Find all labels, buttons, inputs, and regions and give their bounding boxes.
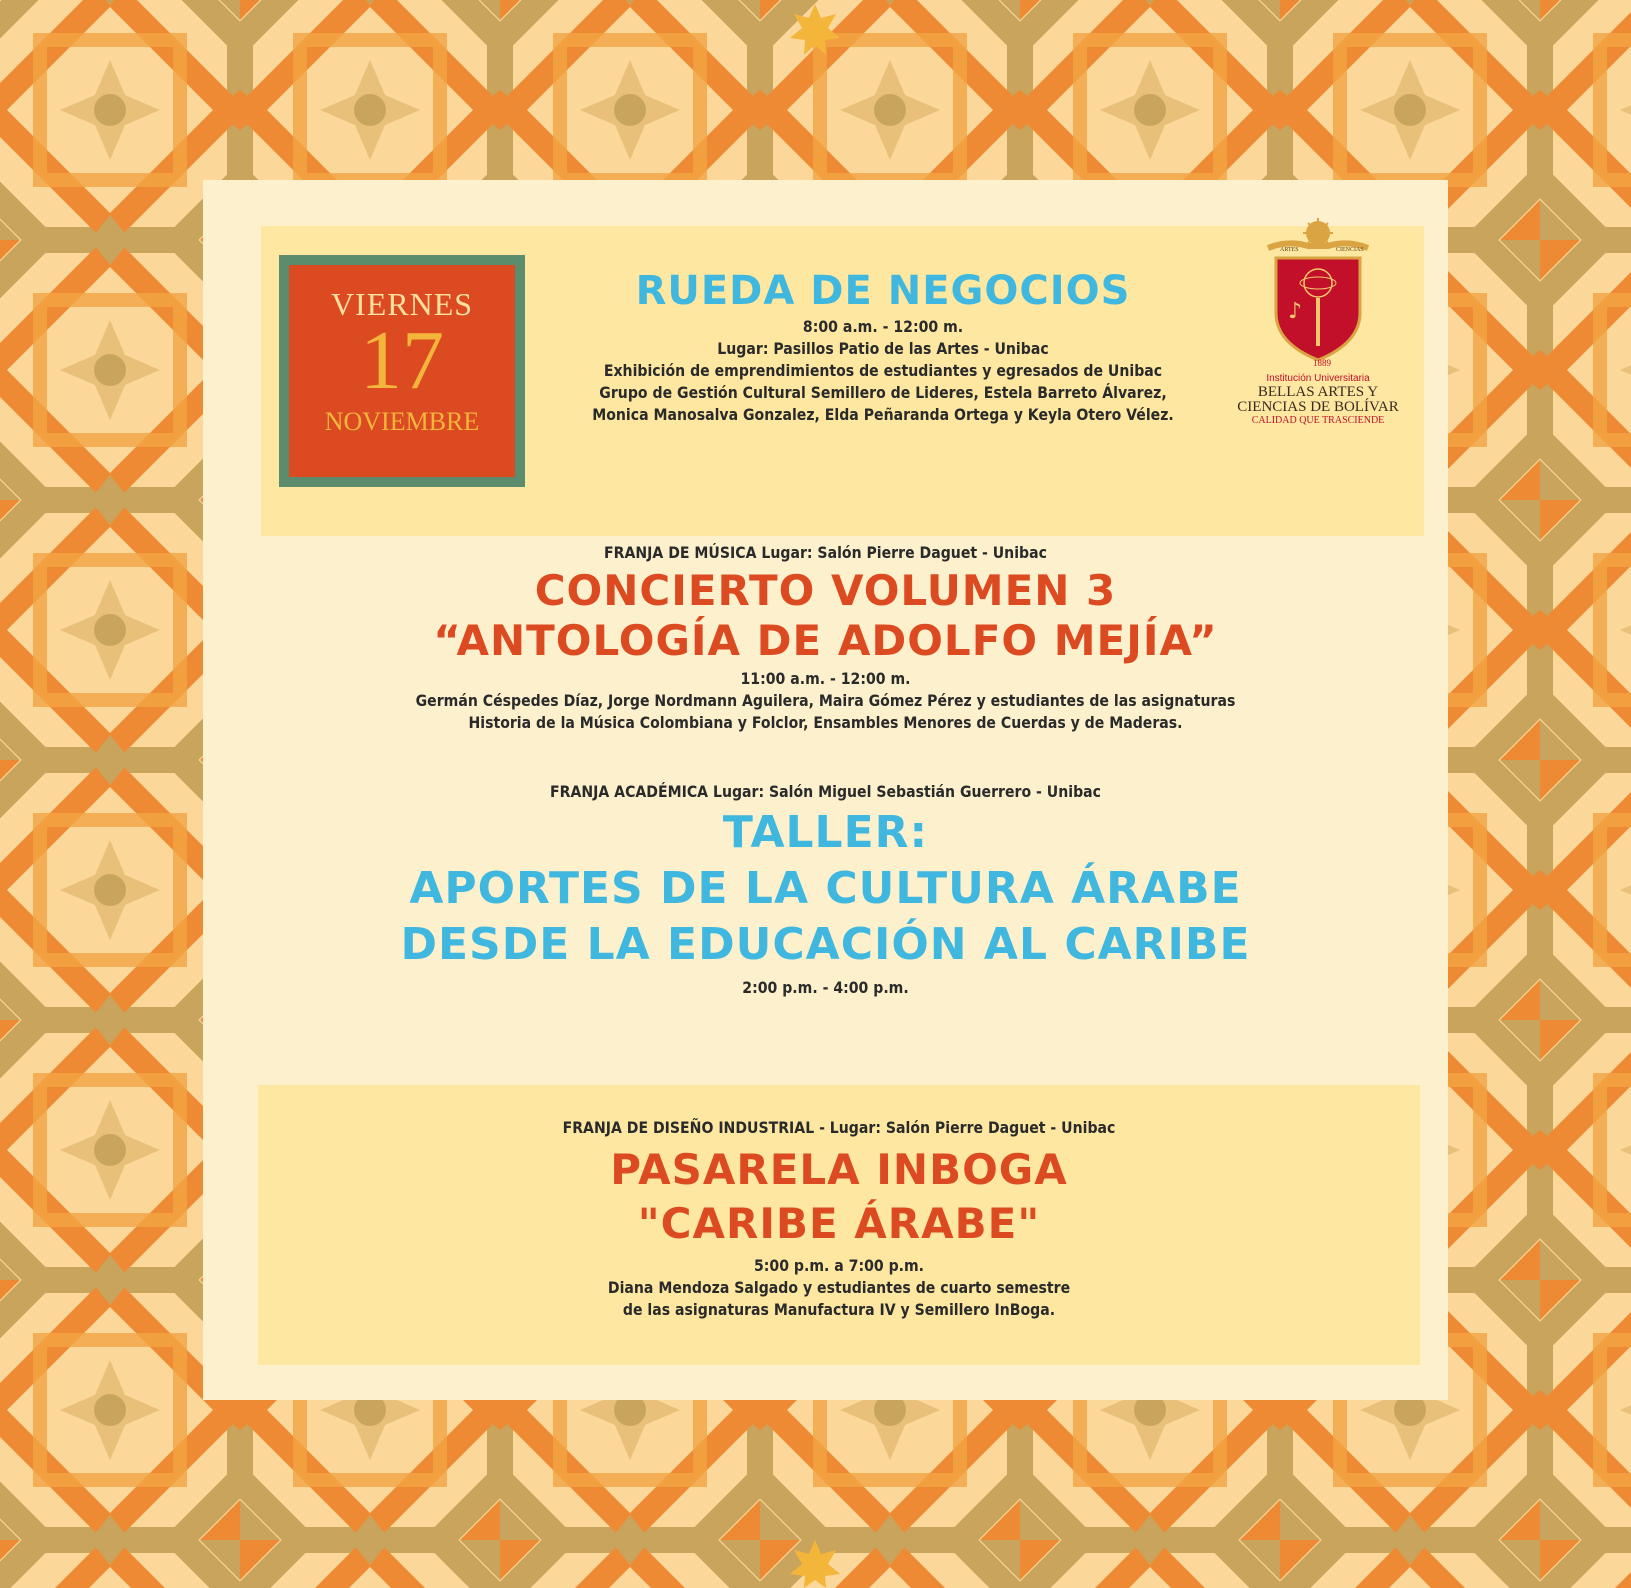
event-subtitle: DESDE LA EDUCACIÓN AL CARIBE [400,919,1251,970]
event-title: PASARELA INBOGA [610,1145,1068,1194]
event-description: de las asignaturas Manufactura IV y Semillero InBoga. [622,1300,1056,1319]
svg-text:1889: 1889 [1313,358,1331,368]
event-description: Monica Manosalva Gonzalez, Elda Peñaranda Ortega y Keyla Otero Vélez. [592,405,1174,424]
event-subtitle: “ANTOLOGÍA DE ADOLFO MEJÍA” [433,616,1218,665]
event-pasarela [258,1117,1420,1321]
event-description: Diana Mendoza Salgado y estudiantes de cuarto semestre [607,1278,1071,1297]
event-time: 5:00 p.m. a 7:00 p.m. [753,1256,925,1275]
event-subtitle: "CARIBE ÁRABE" [637,1199,1041,1248]
event-header: FRANJA DE MÚSICA Lugar: Salón Pierre Daguet - Unibac [604,543,1047,562]
event-description: Grupo de Gestión Cultural Semillero de Lideres, Estela Barreto Álvarez, [599,383,1167,402]
content-panel [203,180,1448,1400]
event-description: Germán Céspedes Díaz, Jorge Nordmann Aguilera, Maira Gómez Pérez y estudiantes de las asignaturas [415,691,1236,710]
shield-icon [1258,218,1378,368]
event-description: Historia de la Música Colombiana y Folclor, Ensambles Menores de Cuerdas y de Maderas. [468,713,1183,732]
event-title: RUEDA DE NEGOCIOS [635,268,1131,314]
event-header: FRANJA ACADÉMICA Lugar: Salón Miguel Sebastián Guerrero - Unibac [549,782,1101,801]
event-time: 11:00 a.m. - 12:00 m. [740,669,911,688]
event-time: 8:00 a.m. - 12:00 m. [802,317,964,336]
date-day-number: 17 [360,314,444,407]
logo-slogan: CALIDAD QUE TRASCIENDE [1251,415,1385,426]
event-time: 2:00 p.m. - 4:00 p.m. [742,978,909,997]
svg-text:CIENCIAS: CIENCIAS [1336,247,1364,253]
event-title: TALLER: [722,807,929,858]
event-subtitle: APORTES DE LA CULTURA ÁRABE [409,863,1242,914]
logo-line-3: CIENCIAS DE BOLÍVAR [1237,399,1399,415]
event-header: FRANJA DE DISEÑO INDUSTRIAL - Lugar: Salón Pierre Daguet - Unibac [562,1118,1116,1137]
event-place: Lugar: Pasillos Patio de las Artes - Unibac [717,339,1049,358]
event-description: Exhibición de emprendimientos de estudiantes y egresados de Unibac [603,361,1163,380]
event-title: CONCIERTO VOLUMEN 3 [534,566,1117,615]
svg-text:ARTES: ARTES [1280,247,1299,253]
event-concierto [203,542,1448,734]
logo-line-2: BELLAS ARTES Y [1257,384,1379,400]
event-rueda-de-negocios [543,266,1223,426]
date-month: NOVIEMBRE [324,407,480,436]
logo-line-1: Institución Universitaria [1266,373,1370,384]
event-taller [203,781,1448,999]
svg-text:♪: ♪ [1288,299,1303,324]
date-card [279,255,525,487]
date-weekday: VIERNES [330,286,474,322]
institution-logo [1223,218,1413,426]
